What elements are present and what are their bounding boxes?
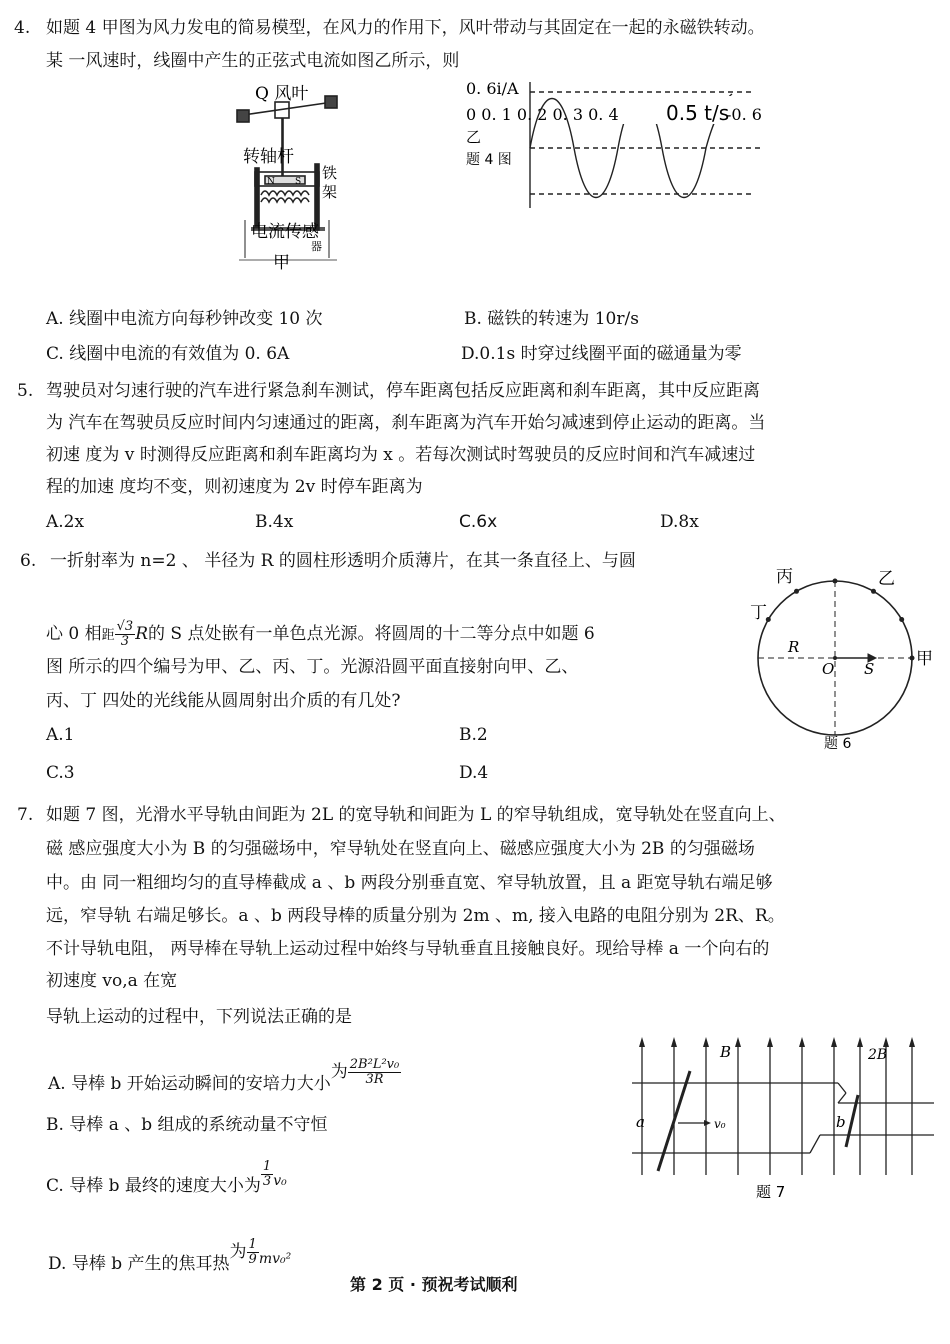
q6-distance-fraction xyxy=(115,620,136,649)
q4-option-c[interactable]: C. 线圈中电流的有效值为 0. 6A xyxy=(46,344,290,364)
q7-opt-d-wei: 为 xyxy=(229,1242,247,1262)
q4-line1: 如题 4 甲图为风力发电的简易模型，在风力的作用下，风叶带动与其固定在一起的永磁铁转动。 xyxy=(46,18,765,38)
q6-line2 xyxy=(46,620,595,649)
q7-line3: 中。由 同一粗细均匀的直导棒截成 a 、b 两段分别垂直宽、窄导轨放置，且 a 距宽导轨右端足够 xyxy=(46,873,773,893)
q4-fig-neg: -0. 6 xyxy=(726,105,762,124)
q4-fig-jia-char: 架 xyxy=(322,183,338,201)
q7-line1: 如题 7 图，光滑水平导轨由间距为 2L 的宽导轨和间距为 L 的窄导轨组成，宽导轨处在竖直向上、 xyxy=(46,805,786,825)
q7-option-c[interactable] xyxy=(46,1160,287,1206)
q4-figure-yi xyxy=(462,78,792,208)
page-footer: 第 2 页 · 预祝考试顺利 xyxy=(350,1275,518,1294)
q7-opt-d-num: 1 xyxy=(248,1237,257,1252)
q4-figure-jia xyxy=(225,80,355,273)
q4-fig-ylabel: 0. 6i/A xyxy=(466,79,519,98)
q7-opt-c-text: C. 导棒 b 最终的速度大小为 xyxy=(46,1176,261,1196)
q5-option-c[interactable]: C.6x xyxy=(459,512,498,532)
q5-option-d[interactable]: D.8x xyxy=(660,512,699,532)
q6-line2-c: 的 S 点处嵌有一单色点光源。将圆周的十二等分点中如题 6 xyxy=(148,624,595,644)
q5-number: 5. xyxy=(17,381,34,401)
q4-fig-fengye: Q 风叶 xyxy=(255,84,309,104)
q7-option-b[interactable]: B. 导棒 a 、b 组成的系统动量不守恒 xyxy=(46,1115,328,1135)
q6-number: 6. xyxy=(20,551,37,571)
q6-option-d[interactable]: D.4 xyxy=(459,763,489,783)
q7-line7: 导轨上运动的过程中，下列说法正确的是 xyxy=(46,1007,352,1027)
q6-option-c[interactable]: C.3 xyxy=(46,763,75,783)
q6-line3: 图 所示的四个编号为甲、乙、丙、丁。光源沿圆平面直接射向甲、乙、 xyxy=(46,657,579,677)
q5-line4: 程的加速 度均不变，则初速度为 2v 时停车距离为 xyxy=(46,477,423,497)
q5-option-a[interactable]: A.2x xyxy=(46,512,85,532)
q4-fig-ticks: 0 0. 1 0. 2 0. 3 0. 4 xyxy=(466,105,619,124)
q7-opt-c-var: v₀ xyxy=(273,1173,287,1189)
q6-fig-jia: 甲 xyxy=(916,649,933,669)
q6-line1: 一折射率为 n=2 、 半径为 R 的圆柱形透明介质薄片，在其一条直径上、与圆 xyxy=(50,551,636,571)
q5-line2: 为 汽车在驾驶员反应时间内匀速通过的距离，刹车距离为汽车开始匀减速到停止运动的距离。当 xyxy=(46,413,766,433)
q6-line2-b: 距 xyxy=(101,628,115,643)
q7-option-d[interactable] xyxy=(48,1232,291,1284)
q6-fig-ding: 丁 xyxy=(750,603,767,623)
q6-fig-s: S xyxy=(864,660,875,678)
q4-option-b[interactable]: B. 磁铁的转速为 10r/s xyxy=(464,309,639,329)
q5-line3: 初速 度为 v 时测得反应距离和刹车距离均为 x 。若每次测试时驾驶员的反应时间和汽车减速过 xyxy=(46,445,756,465)
q7-fig-rod-b: b xyxy=(836,1113,846,1131)
q4-line2: 某 一风速时，线圈中产生的正弦式电流如图乙所示，则 xyxy=(46,51,460,71)
q7-opt-a-den: 3R xyxy=(365,1072,384,1087)
q6-frac-num: √3 xyxy=(116,619,134,634)
q4-fig-tie: 铁 xyxy=(322,164,338,182)
q7-number: 7. xyxy=(17,805,34,825)
q4-fig-yi-label: 乙 xyxy=(466,128,482,146)
q6-option-b[interactable]: B.2 xyxy=(459,725,488,745)
q7-opt-c-num: 1 xyxy=(262,1159,272,1174)
q7-opt-d-var: mv₀² xyxy=(258,1251,292,1267)
q7-opt-c-fraction xyxy=(261,1160,273,1189)
q6-fig-caption: 题 6 xyxy=(824,736,852,752)
q7-option-a[interactable] xyxy=(48,1052,401,1104)
q7-opt-a-num: 2B²L²v₀ xyxy=(349,1057,400,1072)
q4-fig-zhouzhou: 转轴杆 xyxy=(243,147,294,167)
q6-figure-circle xyxy=(750,562,940,762)
q6-line2-a: 心 0 相 xyxy=(46,624,102,644)
q6-line4: 丙、丁 四处的光线能从圆周射出介质的有几处? xyxy=(46,691,401,711)
q4-fig-n: N xyxy=(267,177,275,187)
q6-option-a[interactable]: A.1 xyxy=(46,725,75,745)
q7-line5: 不计导轨电阻， 两导棒在导轨上运动过程中始终与导轨垂直且接触良好。现给导棒 a 一个向右的 xyxy=(46,939,770,959)
q7-opt-a-fraction xyxy=(348,1058,401,1087)
q4-number: 4. xyxy=(14,18,31,38)
q6-frac-var: R xyxy=(135,624,149,644)
q7-line6: 初速度 vo,a 在宽 xyxy=(46,971,178,991)
q7-opt-c-den: 3 xyxy=(262,1174,272,1189)
q6-fig-yi: 乙 xyxy=(878,569,895,589)
q4-fig-label: 甲 xyxy=(273,253,290,273)
q7-fig-b: B xyxy=(720,1043,732,1061)
q7-line2: 磁 感应强度大小为 B 的匀强磁场中，窄导轨处在竖直向上、磁感应强度大小为 2B 的匀强磁场 xyxy=(46,839,755,859)
q5-line1: 驾驶员对匀速行驶的汽车进行紧急刹车测试，停车距离包括反应距离和刹车距离，其中反应距离 xyxy=(46,381,760,401)
q7-opt-d-den: 9 xyxy=(248,1252,257,1267)
q7-opt-a-wei: 为 xyxy=(330,1062,348,1082)
q4-fig-sensor: 电流传感 xyxy=(251,222,319,242)
q7-opt-a-text: A. 导棒 b 开始运动瞬间的安培力大小 xyxy=(48,1074,331,1094)
q4-option-d[interactable]: D.0.1s 时穿过线圈平面的磁通量为零 xyxy=(461,344,742,364)
q7-line4: 远，窄导轨 右端足够长。a 、b 两段导棒的质量分别为 2m 、m, 接入电路的电阻分别为 2R、R。 xyxy=(46,906,785,926)
q6-fig-r: R xyxy=(788,638,800,656)
q5-option-b[interactable]: B.4x xyxy=(255,512,294,532)
q4-fig-xunit: 0.5 t/s xyxy=(666,101,730,125)
q7-opt-d-fraction xyxy=(247,1238,259,1267)
q6-fig-bing: 丙 xyxy=(776,567,793,587)
q6-fig-o: O xyxy=(822,660,835,678)
q7-fig-v0: v₀ xyxy=(714,1117,726,1131)
q4-option-a[interactable]: A. 线圈中电流方向每秒钟改变 10 次 xyxy=(46,309,323,329)
q7-fig-caption: 题 7 xyxy=(756,1183,786,1201)
q4-fig-sensor2: 器 xyxy=(311,240,322,253)
q4-fig-s: S xyxy=(295,177,302,187)
q7-opt-d-text: D. 导棒 b 产生的焦耳热 xyxy=(48,1254,230,1274)
q7-figure-rails xyxy=(628,1035,938,1215)
q4-fig-caption: 题 4 图 xyxy=(466,152,512,168)
q7-fig-a: a xyxy=(636,1113,645,1131)
q6-frac-den: 3 xyxy=(120,634,130,649)
q7-fig-2b: 2B xyxy=(868,1047,888,1063)
